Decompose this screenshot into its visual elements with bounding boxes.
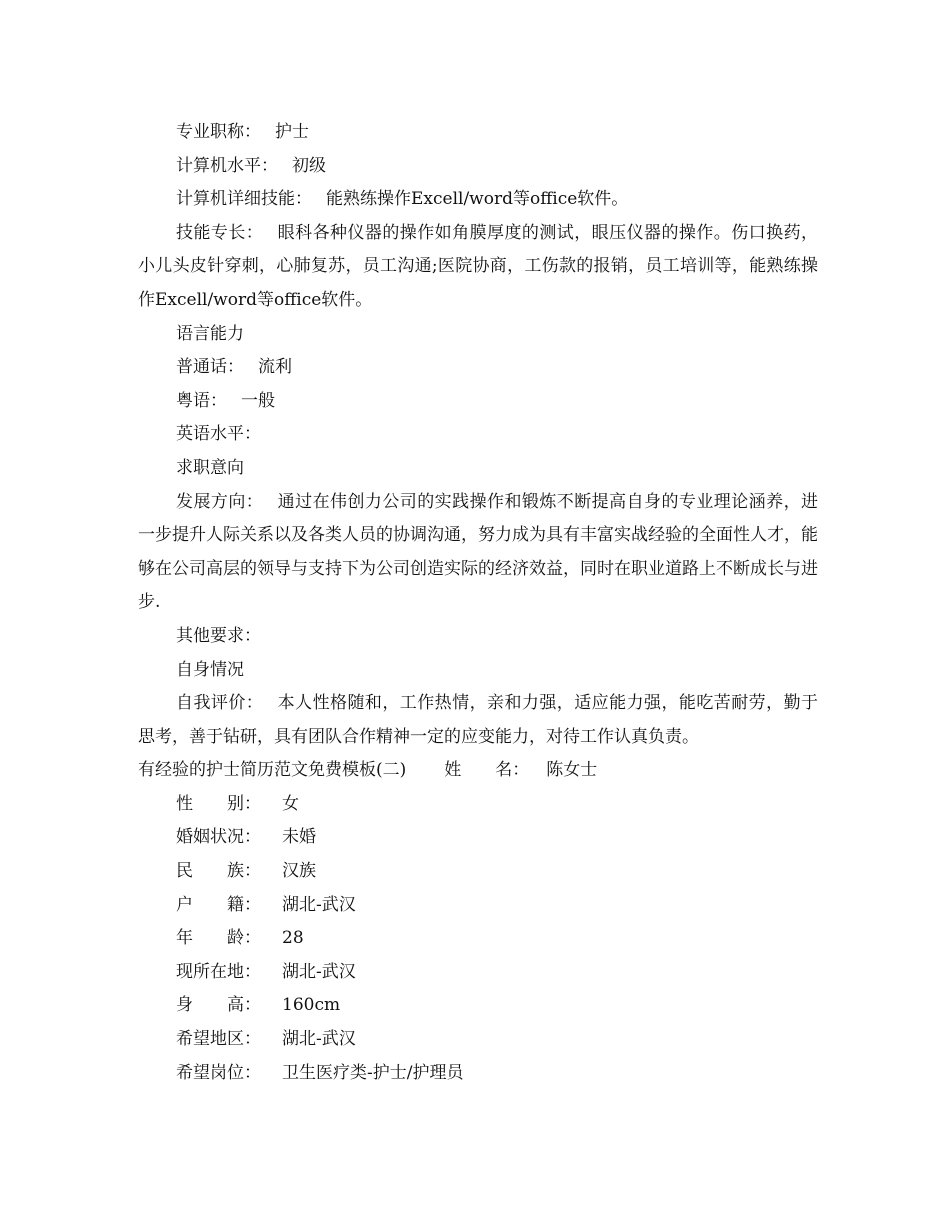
field-row-desired-position xyxy=(138,1057,818,1091)
computer-skills-label: 计算机详细技能： xyxy=(176,189,312,210)
professional-title-line xyxy=(138,116,818,150)
computer-level-line xyxy=(138,150,818,184)
field-label: 希望地区： xyxy=(176,1029,261,1050)
field-row-hukou xyxy=(138,889,818,923)
other-requirements-label: 其他要求： xyxy=(176,625,261,646)
field-label: 现所在地： xyxy=(176,961,261,982)
mandarin-value: 流利 xyxy=(258,357,292,378)
field-label: 年 龄： xyxy=(176,928,261,949)
cantonese-label: 粤语： xyxy=(176,390,227,411)
field-value: 160cm xyxy=(282,995,341,1016)
computer-level-value: 初级 xyxy=(292,155,326,176)
field-value: 汉族 xyxy=(282,861,316,882)
self-evaluation-paragraph xyxy=(138,687,818,754)
field-row-ethnicity xyxy=(138,855,818,889)
field-row-age xyxy=(138,922,818,956)
field-value: 未婚 xyxy=(282,827,316,848)
computer-skills-value: 能熟练操作Excell/word等office软件。 xyxy=(326,189,629,210)
computer-level-label: 计算机水平： xyxy=(176,155,278,176)
name-label: 姓 名： xyxy=(444,760,530,781)
field-value: 湖北-武汉 xyxy=(282,894,356,915)
mandarin-line xyxy=(138,351,818,385)
direction-label: 发展方向： xyxy=(176,491,264,512)
name-value: 陈女士 xyxy=(546,760,598,781)
template-title: 有经验的护士简历范文免费模板(二) xyxy=(138,760,407,781)
field-row-gender xyxy=(138,788,818,822)
field-value: 湖北-武汉 xyxy=(282,961,356,982)
section-job-intent-heading: 求职意向 xyxy=(176,457,244,478)
expertise-value: 眼科各种仪器的操作如角膜厚度的测试，眼压仪器的操作。伤口换药，小儿头皮针穿刺，心肺复苏，员工沟通;医院协商，工伤款的报销，员工培训等，能熟练操作Excell/word等office软件。 xyxy=(138,222,819,310)
field-label: 性 别： xyxy=(176,793,261,814)
expertise-label: 技能专长： xyxy=(176,222,264,243)
mandarin-label: 普通话： xyxy=(176,357,244,378)
cantonese-line xyxy=(138,385,818,419)
computer-skills-line xyxy=(138,183,818,217)
section-language-heading: 语言能力 xyxy=(176,323,244,344)
field-row-desired-region xyxy=(138,1023,818,1057)
cantonese-value: 一般 xyxy=(241,390,275,411)
field-value: 28 xyxy=(282,928,304,949)
direction-value: 通过在伟创力公司的实践操作和锻炼不断提高自身的专业理论涵养，进一步提升人际关系以及各类人员的协调沟通，努力成为具有丰富实战经验的全面性人才，能够在公司高层的领导与支持下为公司创造实际的经济效益，同时在职业道路上不断成长与进步. xyxy=(138,491,819,613)
field-row-height xyxy=(138,989,818,1023)
template-title-line xyxy=(138,754,818,788)
other-requirements-line xyxy=(138,620,818,654)
professional-title-value: 护士 xyxy=(275,122,309,142)
section-self-heading: 自身情况 xyxy=(176,659,244,680)
expertise-paragraph xyxy=(138,217,818,318)
self-evaluation-value: 本人性格随和，工作热情，亲和力强，适应能力强，能吃苦耐劳，勤于思考，善于钻研，具有团队合作精神一定的应变能力，对待工作认真负责。 xyxy=(138,693,819,747)
field-label: 婚姻状况： xyxy=(176,827,261,848)
field-label: 户 籍： xyxy=(176,894,261,915)
field-label: 身 高： xyxy=(176,995,261,1016)
field-value: 卫生医疗类-护士/护理员 xyxy=(282,1062,464,1083)
field-row-location xyxy=(138,956,818,990)
self-evaluation-label: 自我评价： xyxy=(176,693,264,714)
field-label: 希望岗位： xyxy=(176,1062,261,1083)
field-value: 女 xyxy=(282,793,299,814)
field-value: 湖北-武汉 xyxy=(282,1029,356,1050)
field-row-marital xyxy=(138,821,818,855)
english-level-label: 英语水平： xyxy=(176,424,261,445)
field-label: 民 族： xyxy=(176,861,261,882)
professional-title-label: 专业职称： xyxy=(176,122,261,142)
english-level-line xyxy=(138,418,818,452)
direction-paragraph xyxy=(138,486,818,620)
